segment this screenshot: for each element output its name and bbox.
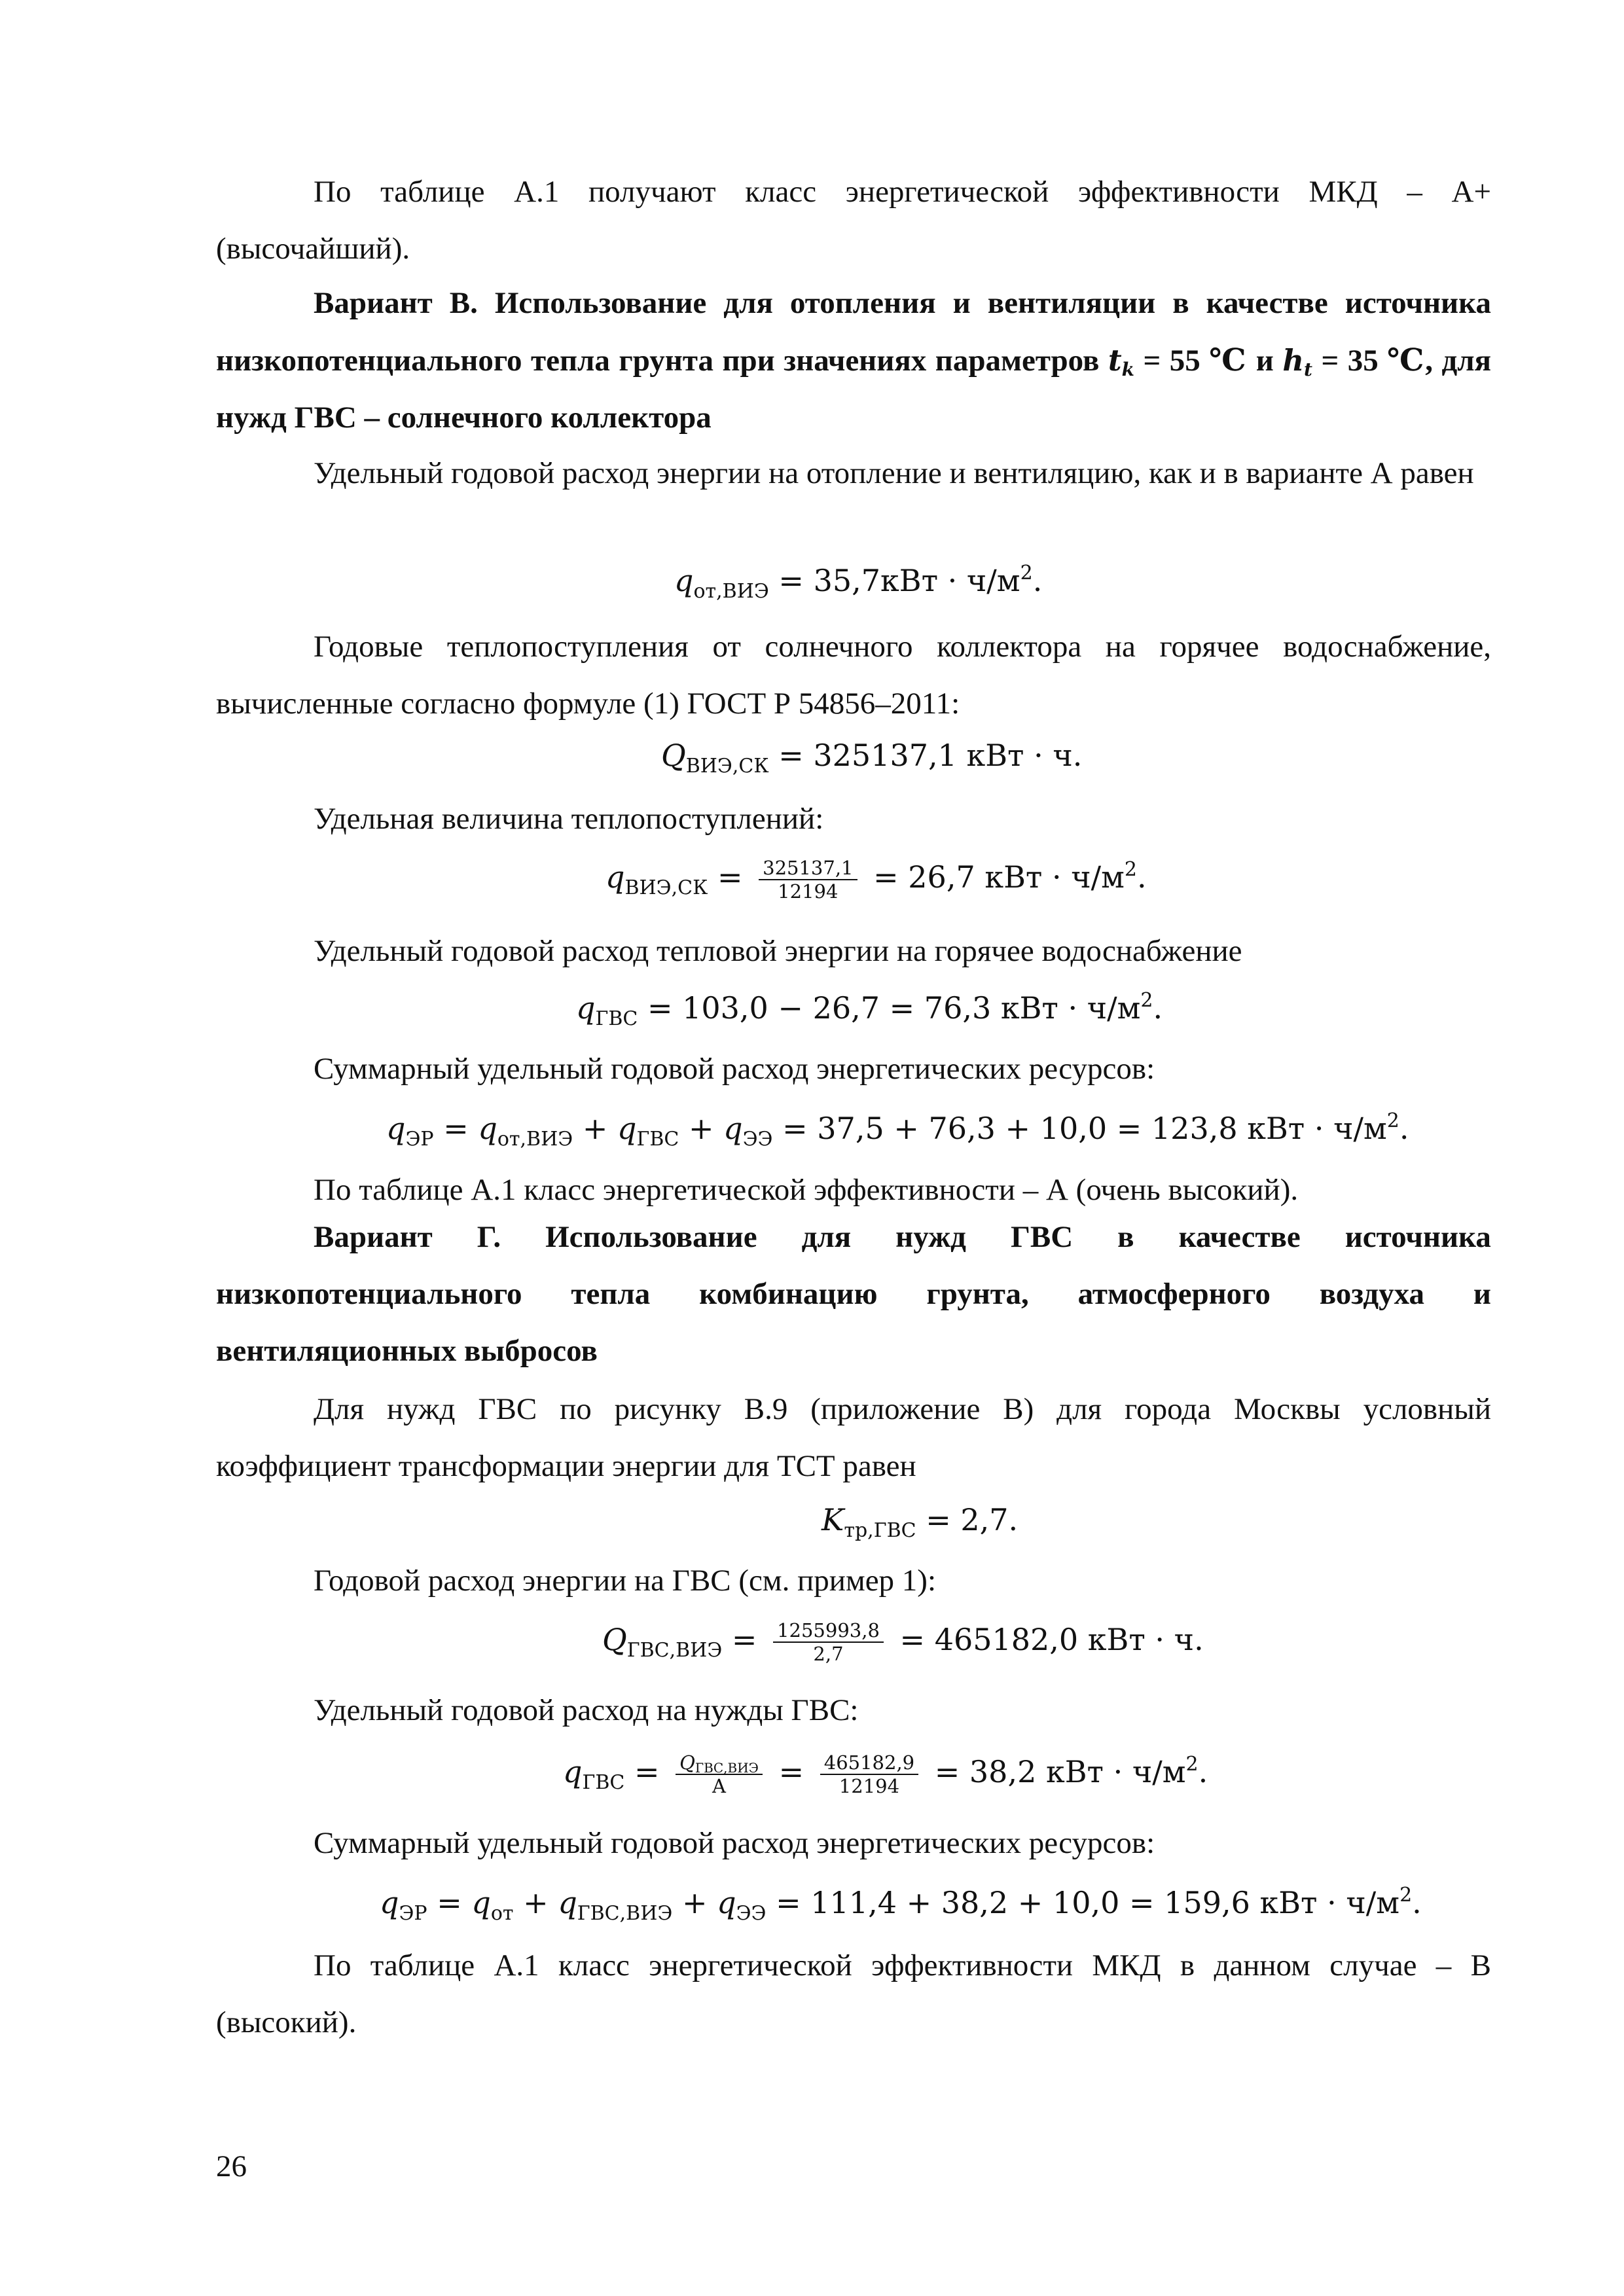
formula-q-viye-sk: $q_{ВИЭ,СК}$ = $\frac{325137,1}{12194}$ = 26,7 кВт · $ч/м^2$. — [605, 857, 1147, 903]
fraction: $\frac{325137,1}{12194}$ — [759, 857, 857, 903]
paragraph-class-a: По таблице А.1 класс энергетической эффективности – А (очень высокий). — [314, 1173, 1299, 1207]
paragraph-hot-water-rate: Удельный годовой расход тепловой энергии на горячее водоснабжение — [314, 934, 1242, 968]
paragraph-class-b: По таблице А.1 класс энергетической эффективности МКД в данном случае – В (высокий). — [216, 1948, 1491, 2039]
paragraph-class-a-plus: По таблице А.1 получают класс энергетической эффективности МКД – А+ (высочайший). — [216, 175, 1491, 266]
formula-Q-gvs-viye: $Q_{ГВС,ВИЭ}$ = $\frac{1255993,8}{2,7}$ = 465182,0 кВт · ч. — [602, 1619, 1204, 1665]
paragraph-specific-gvs-rate: Удельный годовой расход на нужды ГВС: — [314, 1693, 859, 1727]
paragraph-transformation-coefficient: Для нужд ГВС по рисунку В.9 (приложение В) для города Москвы условный коэффициент трансформации энергии для ТСТ равен — [216, 1392, 1491, 1483]
paragraph-specific-gains: Удельная величина теплопоступлений: — [314, 802, 824, 836]
formula-q-gvs: $q_{ГВС} = 103,0 - 26,7 = 76,3$ кВт · $ч/м^2$. — [576, 989, 1163, 1030]
heading-variant-v: Вариант В. Использование для отопления и вентиляции в качестве источника низкопотенциального тепла грунта при значениях параметров $t_k = 55$ ℃ и $h_t = 35$ ℃, для нужд ГВС – солнечного коллектора — [216, 286, 1492, 435]
heading-variant-g-line-2: низкопотенциального тепла комбинацию грунта, атмосферного воздуха и — [216, 1277, 1491, 1311]
page-number: 26 — [216, 2149, 247, 2183]
formula-K-tr-gvs: $K_{тр,ГВС} = 2,7$. — [821, 1502, 1019, 1542]
paragraph-total-rate-g: Суммарный удельный годовой расход энергетических ресурсов: — [314, 1826, 1155, 1860]
formula-q-ot-viye: $q_{от,ВИЭ} = 35,7кВт \cdot ч/м^2$. — [674, 562, 1043, 603]
formula-Q-viye-sk: $Q_{ВИЭ,СК} = 325137,1$ кВт · ч. — [661, 738, 1083, 778]
heading-variant-g-line-3: вентиляционных выбросов — [216, 1334, 598, 1368]
fraction: $\frac{Q_{ГВС,ВИЭ}}{А}$ — [676, 1751, 763, 1797]
paragraph-total-rate: Суммарный удельный годовой расход энергетических ресурсов: — [314, 1052, 1155, 1086]
paragraph-annual-gvs-energy: Годовой расход энергии на ГВС (см. пример 1): — [314, 1564, 937, 1598]
formula-q-er-variant-g: $q_{ЭР} = q_{от} + q_{ГВС,ВИЭ} + q_{ЭЭ} = 111,4 + 38,2 + 10,0 = 159,6$ кВт · $ч/м^2$. — [380, 1884, 1422, 1925]
heading-variant-g-line-1: Вариант Г. Использование для нужд ГВС в качестве источника — [314, 1220, 1491, 1254]
fraction: $\frac{1255993,8}{2,7}$ — [773, 1619, 884, 1665]
formula-q-gvs-variant-g: $q_{ГВС}$ = $\frac{Q_{ГВС,ВИЭ}}{А}$ = $\frac{465182,9}{12194}$ = 38,2 кВт · $ч/м^2$. — [563, 1751, 1208, 1797]
paragraph-heating-rate: Удельный годовой расход энергии на отопление и вентиляцию, как и в варианте А равен — [314, 456, 1474, 490]
fraction: $\frac{465182,9}{12194}$ — [820, 1751, 918, 1797]
formula-q-er-variant-v: $q_{ЭР} = q_{от,ВИЭ} + q_{ГВС} + q_{ЭЭ} = 37,5 + 76,3 + 10,0 = 123,8$ кВт · $ч/м^2$. — [386, 1109, 1409, 1151]
paragraph-solar-gains: Годовые теплопоступления от солнечного коллектора на горячее водоснабжение, вычисленные согласно формуле (1) ГОСТ Р 54856–2011: — [216, 630, 1491, 721]
